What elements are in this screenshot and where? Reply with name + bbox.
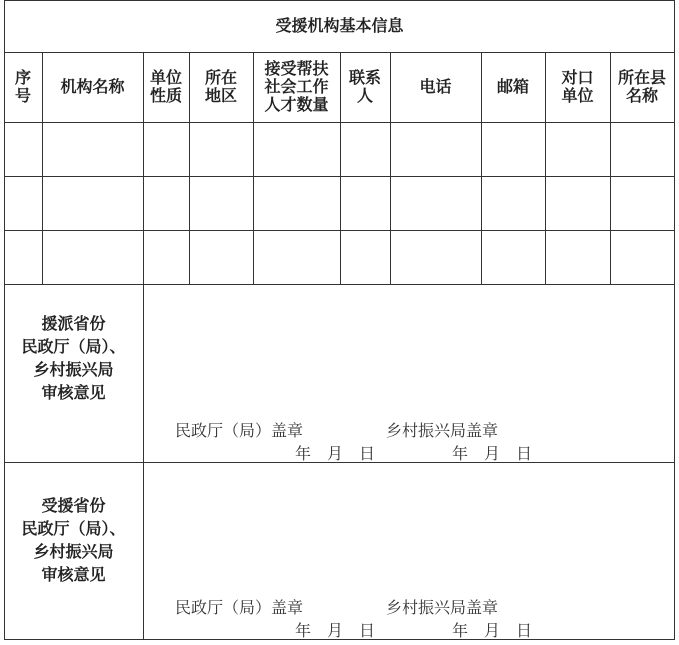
section-label-line: 乡村振兴局 <box>33 360 114 379</box>
section-label-line: 受援省份 <box>41 496 106 515</box>
date-civil-affairs: 年 月 日 <box>295 444 376 463</box>
header-cell-email: 邮箱 <box>496 77 529 96</box>
date-rural-revitalization: 年 月 日 <box>452 621 533 640</box>
section-label-receiving <box>4 462 143 640</box>
header-cell-org-type: 单位性质 <box>149 68 182 105</box>
section-label-line: 民政厅（局）、 <box>21 337 126 356</box>
header-cell-talent-count: 接受帮扶社会工作人才数量 <box>264 59 329 114</box>
table-title: 受援机构基本信息 <box>275 16 404 35</box>
table-row <box>4 122 675 176</box>
stamp-civil-affairs: 民政厅（局）盖章 <box>175 421 304 440</box>
header-cell-phone: 电话 <box>419 77 452 96</box>
table-border-right <box>674 0 675 640</box>
stamp-rural-revitalization: 乡村振兴局盖章 <box>386 421 499 440</box>
section-label-line: 审核意见 <box>41 383 106 402</box>
table-row <box>4 230 675 284</box>
header-cell-contact: 联系人 <box>348 68 381 105</box>
info-table <box>4 0 675 640</box>
header-cell-county: 所在县名称 <box>618 68 667 105</box>
header-cell-partner-unit: 对口单位 <box>561 68 594 105</box>
stamp-civil-affairs: 民政厅（局）盖章 <box>175 598 304 617</box>
header-cell-org-name: 机构名称 <box>60 77 125 96</box>
table-row <box>4 176 675 230</box>
section-label-line: 审核意见 <box>41 565 106 584</box>
section-label-line: 民政厅（局）、 <box>21 519 126 538</box>
date-civil-affairs: 年 月 日 <box>295 621 376 640</box>
stamp-rural-revitalization: 乡村振兴局盖章 <box>386 598 499 617</box>
header-cell-region: 所在地区 <box>204 68 237 105</box>
section-divider <box>143 284 144 640</box>
section-label-line: 援派省份 <box>41 314 106 333</box>
date-rural-revitalization: 年 月 日 <box>452 444 533 463</box>
section-label-line: 乡村振兴局 <box>33 542 114 561</box>
header-cell-index: 序号 <box>14 68 31 105</box>
section-label-dispatching <box>4 284 143 462</box>
